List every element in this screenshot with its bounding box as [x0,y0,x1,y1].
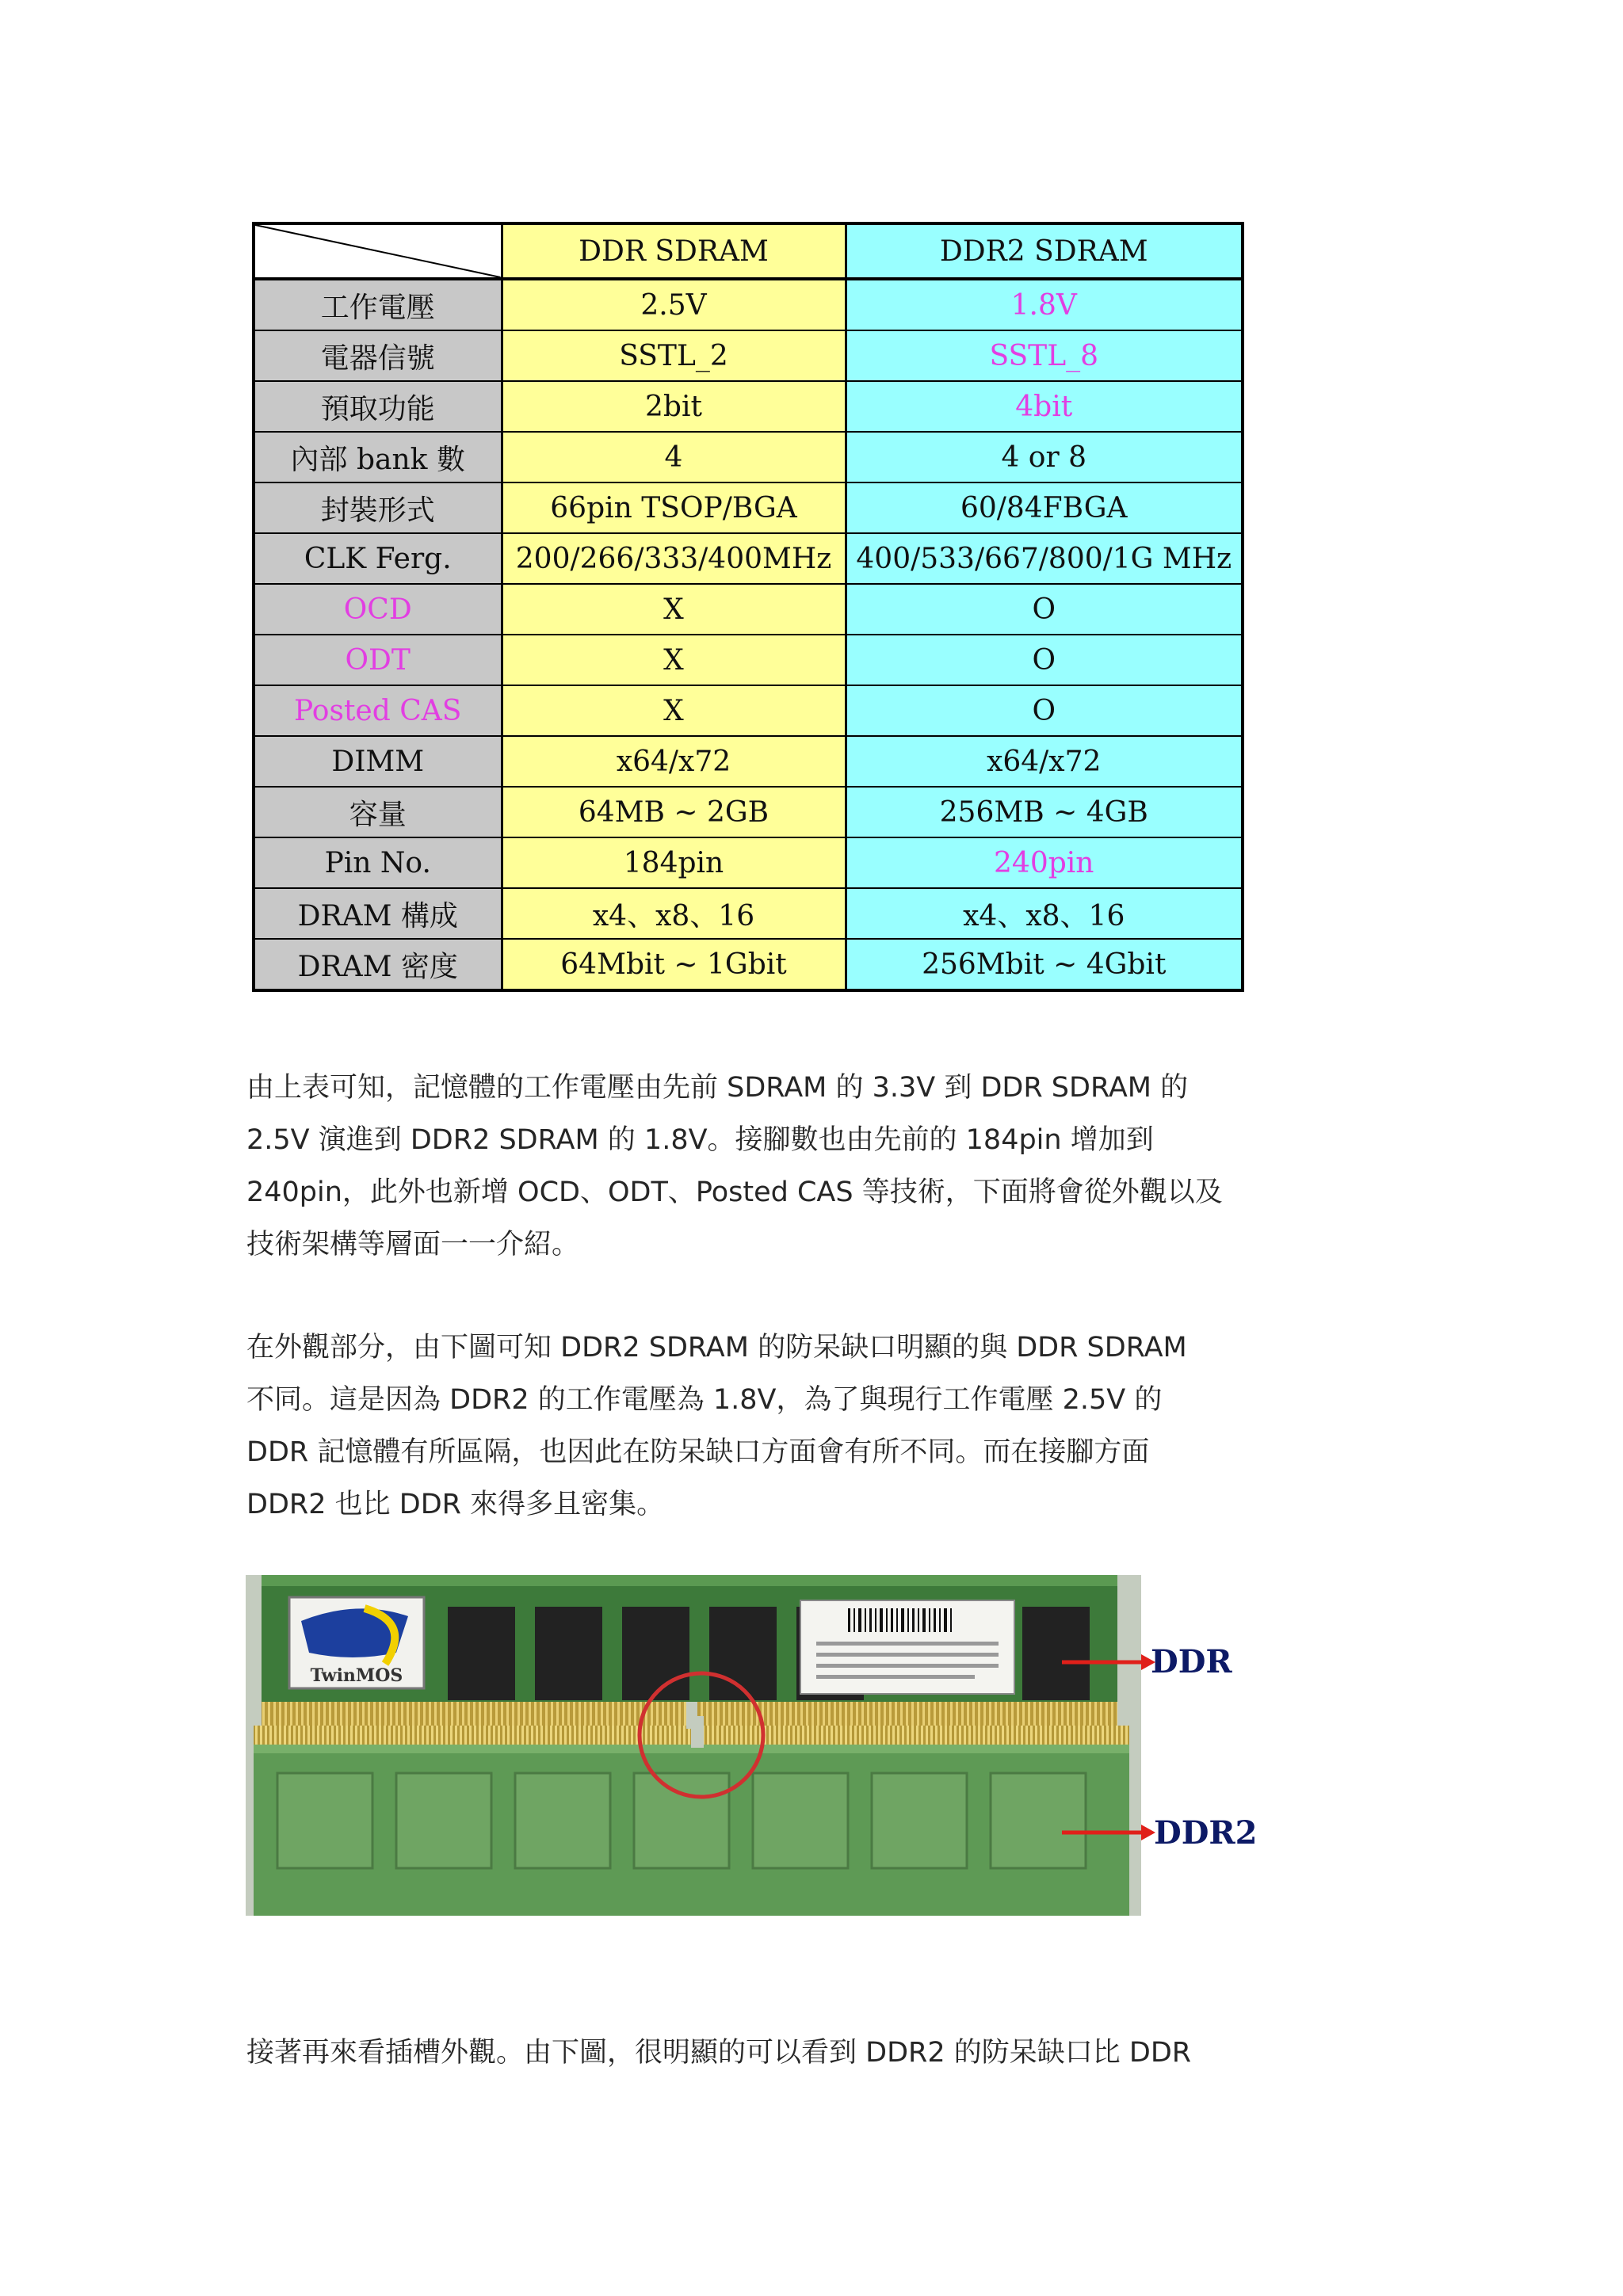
table-row [254,888,1243,939]
label-ddr: DDR [1151,1643,1232,1680]
row-label: CLK Ferg. [254,533,502,584]
row-label: 封裝形式 [254,482,502,533]
ddr2-value: 1.8V [846,279,1243,330]
ddr2-value: O [846,635,1243,685]
table-row [254,837,1243,888]
table-row [254,685,1243,736]
ddr2-value: O [846,584,1243,635]
ddr-value: 66pin TSOP/BGA [502,482,846,533]
table-row [254,787,1243,837]
text-line: 240pin，此外也新增 OCD、ODT、Posted CAS 等技術，下面將會從外觀以及 [246,1177,1223,1208]
table-row [254,584,1243,635]
ddr2-value: x4、x8、16 [846,888,1243,939]
table-corner-cell [254,223,502,279]
row-label: 容量 [254,787,502,837]
ddr2-value: SSTL_8 [846,330,1243,381]
row-label: DIMM [254,736,502,787]
ddr-vs-ddr2-module-photo [246,1575,1141,1916]
ddr-value: X [502,635,846,685]
row-label: 工作電壓 [254,279,502,330]
row-label: Pin No. [254,837,502,888]
row-label: OCD [254,584,502,635]
table-row [254,635,1243,685]
table-row [254,482,1243,533]
header-ddr-sdram: DDR SDRAM [502,223,846,279]
text-line: DDR2 也比 DDR 來得多且密集。 [246,1489,665,1520]
ddr-value: x4、x8、16 [502,888,846,939]
ddr-value: 64Mbit ~ 1Gbit [502,939,846,990]
ddr2-value: O [846,685,1243,736]
ddr-value: x64/x72 [502,736,846,787]
table-row [254,330,1243,381]
ddr-comparison-table [252,222,1244,992]
ddr-value: 2.5V [502,279,846,330]
text-line: DDR 記憶體有所區隔，也因此在防呆缺口方面會有所不同。而在接腳方面 [246,1436,1150,1468]
ddr2-value: 256Mbit ~ 4Gbit [846,939,1243,990]
row-label: ODT [254,635,502,685]
table-row [254,381,1243,432]
ddr-value: 200/266/333/400MHz [502,533,846,584]
ddr2-value: 60/84FBGA [846,482,1243,533]
callout-arrows [1062,1648,1157,1854]
text-line: 接著再來看插槽外觀。由下圖，很明顯的可以看到 DDR2 的防呆缺口比 DDR [246,2037,1192,2069]
row-label: 內部 bank 數 [254,432,502,482]
text-line: 在外觀部分，由下圖可知 DDR2 SDRAM 的防呆缺口明顯的與 DDR SDRAM [246,1332,1187,1363]
ddr2-chips [277,1773,1086,1868]
text-line: 2.5V 演進到 DDR2 SDRAM 的 1.8V。接腳數也由先前的 184pin 增加到 [246,1124,1154,1156]
ddr-value: 4 [502,432,846,482]
diagonal-line [255,225,501,277]
table-row [254,939,1243,990]
row-label: Posted CAS [254,685,502,736]
header-ddr2-sdram: DDR2 SDRAM [846,223,1243,279]
text-line: 由上表可知，記憶體的工作電壓由先前 SDRAM 的 3.3V 到 DDR SDRAM 的 [246,1072,1189,1104]
row-label: DRAM 密度 [254,939,502,990]
table-header-row [254,223,1243,279]
table-row [254,432,1243,482]
paragraph-intro [246,1062,1293,1271]
ddr2-value: 4bit [846,381,1243,432]
row-label: 電器信號 [254,330,502,381]
ddr2-value: 240pin [846,837,1243,888]
ddr2-value: 4 or 8 [846,432,1243,482]
table-row [254,533,1243,584]
memory-modules-illustration [246,1575,1141,1916]
table-row [254,736,1243,787]
table-row [254,279,1243,330]
row-label: DRAM 構成 [254,888,502,939]
ddr2-value: 256MB ~ 4GB [846,787,1243,837]
ddr-value: X [502,584,846,635]
logo-text: TwinMOS [310,1665,403,1686]
paragraph-slot [246,2027,1293,2079]
paragraph-appearance [246,1322,1293,1531]
ddr-value: 64MB ~ 2GB [502,787,846,837]
label-ddr2: DDR2 [1154,1814,1258,1852]
ddr-value: SSTL_2 [502,330,846,381]
row-label: 預取功能 [254,381,502,432]
ddr2-value: 400/533/667/800/1G MHz [846,533,1243,584]
ddr2-value: x64/x72 [846,736,1243,787]
ddr-value: X [502,685,846,736]
text-line: 不同。這是因為 DDR2 的工作電壓為 1.8V，為了與現行工作電壓 2.5V 的 [246,1384,1163,1416]
ddr-value: 2bit [502,381,846,432]
text-line: 技術架構等層面一一介紹。 [246,1229,580,1261]
ddr-value: 184pin [502,837,846,888]
